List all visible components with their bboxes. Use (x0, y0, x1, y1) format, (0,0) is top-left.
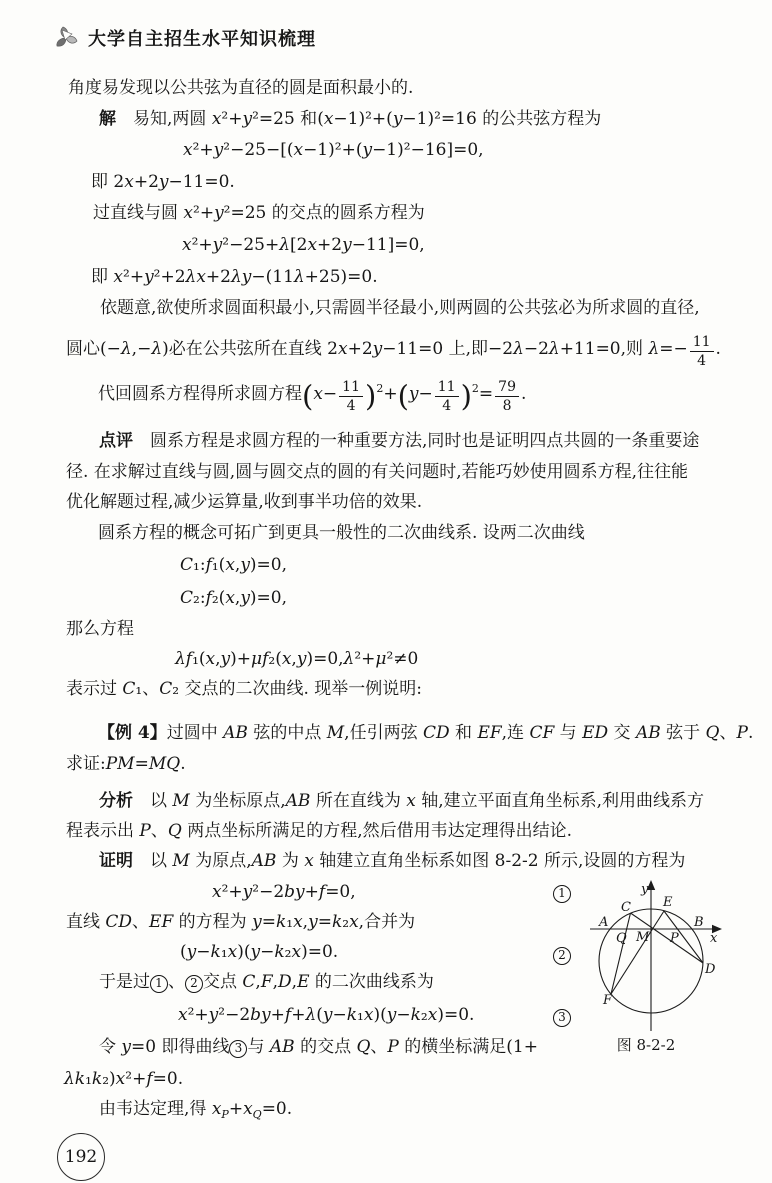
figure-label-B: B (694, 915, 704, 930)
figure-label-E: E (663, 895, 673, 910)
text-line: x²+y²−2by+f+λ(y−k₁x)(y−k₂x)=0. (178, 1005, 475, 1025)
figure-label-D: D (705, 962, 716, 977)
text-line: 即 2x+2y−11=0. (91, 172, 235, 192)
header-title: 大学自主招生水平知识梳理 (88, 29, 316, 50)
text-line: 圆心(−λ,−λ)必在公共弦所在直线 2x+2y−11=0 上,即−2λ−2λ+11=0,则 λ=− $\frac{11}{4}$ . (66, 334, 721, 369)
page-number: 192 (64, 1147, 98, 1167)
figure-label-M: M (636, 930, 650, 945)
text-line: λf₁(x,y)+μf₂(x,y)=0,λ²+μ²≠0 (175, 649, 419, 669)
page-number-badge (57, 1133, 105, 1181)
text-line: 【例 4】过圆中 AB 弦的中点 M,任引两弦 CD 和 EF,连 CF 与 ED 交 AB 弦于 Q、P. (98, 723, 754, 743)
page-header (52, 24, 316, 52)
text-line: 点评 圆系方程是求圆方程的一种重要方法,同时也是证明四点共圆的一条重要途 (99, 431, 700, 451)
text-line: 程表示出 P、Q 两点坐标所满足的方程,然后借用韦达定理得出结论. (66, 821, 573, 841)
text-line: 角度易发现以公共弦为直径的圆是面积最小的. (68, 78, 414, 98)
figure-label-F: F (603, 993, 613, 1008)
text-line: 1 (553, 881, 571, 903)
figure-label-y-axis: y (641, 882, 649, 897)
text-line: 依题意,欲使所求圆面积最小,只需圆半径最小,则两圆的公共弦必为所求圆的直径, (100, 298, 700, 318)
figure-label-A: A (599, 915, 609, 930)
text-line: λk₁k₂)x²+f=0. (64, 1069, 184, 1089)
figure-label-x-axis: x (710, 931, 718, 946)
figure-label-C: C (621, 900, 631, 915)
text-line: 即 x²+y²+2λx+2λy−(11λ+25)=0. (91, 267, 378, 287)
text-line: 2 (553, 943, 571, 965)
text-line: C₁:f₁(x,y)=0, (180, 555, 288, 575)
text-line: 优化解题过程,减少运算量,收到事半功倍的效果. (66, 492, 423, 512)
text-line: 令 y=0 即得曲线 3 与 AB 的交点 Q、P 的横坐标满足(1+ (99, 1037, 538, 1057)
text-line: 代回圆系方程得所求圆方程(x− $\frac{11}{4}$ )$^2$+(y− $\frac{11}{4}$ )$^2$= $\frac{79}{8}$ . (98, 379, 527, 414)
text-line: 由韦达定理,得 $x_P+x_Q=0$. (99, 1099, 293, 1121)
figure-label-Q: Q (616, 931, 627, 946)
figure-label-P: P (670, 931, 679, 946)
text-line: x²+y²−25−[(x−1)²+(y−1)²−16]=0, (183, 140, 484, 160)
figure-caption: 图 8-2-2 (616, 1036, 676, 1054)
text-line: x²+y²−2by+f=0, (212, 882, 356, 902)
text-line: 求证:PM=MQ. (66, 754, 186, 774)
publisher-logo-icon (52, 24, 80, 52)
chord-ef (611, 911, 664, 994)
text-line: x²+y²−25+λ[2x+2y−11]=0, (182, 235, 425, 255)
text-line: 于是过 1 、 2 交点 C,F,D,E 的二次曲线系为 (99, 972, 434, 992)
text-line: 证明 以 M 为原点,AB 为 x 轴建立直角坐标系如图 8-2-2 所示,设圆的方程为 (99, 851, 686, 871)
text-line: C₂:f₂(x,y)=0, (180, 588, 288, 608)
text-line: 3 (553, 1005, 571, 1027)
text-line: 那么方程 (66, 619, 134, 639)
text-line: 分析 以 M 为坐标原点,AB 所在直线为 x 轴,建立平面直角坐标系,利用曲线系方 (99, 791, 705, 811)
text-line: 表示过 C₁、C₂ 交点的二次曲线. 现举一例说明: (66, 679, 423, 699)
text-line: 过直线与圆 x²+y²=25 的交点的圆系方程为 (93, 203, 425, 223)
text-line: 圆系方程的概念可拓广到更具一般性的二次曲线系. 设两二次曲线 (98, 523, 585, 543)
text-line: 直线 CD、EF 的方程为 y=k₁x,y=k₂x,合并为 (66, 912, 416, 932)
text-line: 径. 在求解过直线与圆,圆与圆交点的圆的有关问题时,若能巧妙使用圆系方程,往往能 (66, 462, 689, 482)
text-line: (y−k₁x)(y−k₂x)=0. (180, 942, 339, 962)
text-line: 解 易知,两圆 x²+y²=25 和(x−1)²+(y−1)²=16 的公共弦方程为 (99, 109, 602, 129)
figure-8-2-2 (582, 880, 772, 1060)
